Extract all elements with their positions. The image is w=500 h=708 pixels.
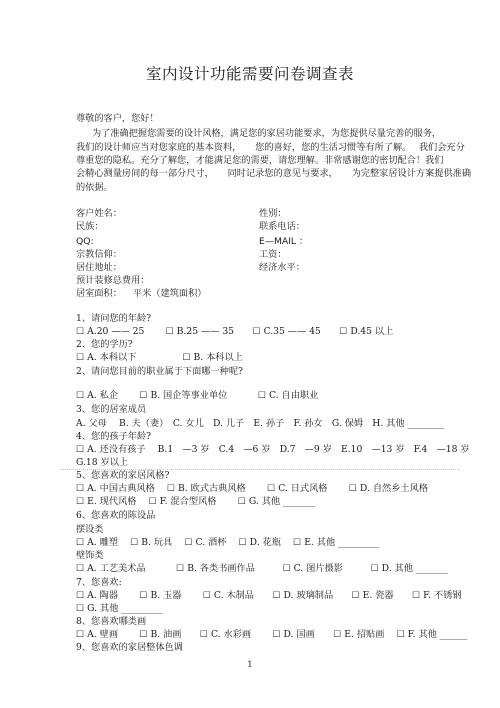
field-budget: 预计装修总费用： bbox=[76, 275, 150, 286]
subsection-label: 摆设类 bbox=[76, 524, 104, 535]
question-options: ☐ A. 还没有孩子 B.1 —3 岁 C.4 —6 岁 D.7 —9 岁 E.10 —13 岁 F.4 —18 岁 bbox=[76, 444, 470, 455]
question-options: ☐ A. 壁画 ☐ B. 油画 ☐ C. 水彩画 ☐ D. 国画 ☐ E. 招贴画 ☐ F. 其他 ______ bbox=[76, 629, 468, 640]
field-gender: 性别： bbox=[259, 208, 287, 219]
question-heading: 5、您喜欢的家居风格? bbox=[76, 470, 170, 481]
question-heading: 2、请问您目前的职业属于下面哪一种呢? bbox=[76, 366, 243, 377]
greeting: 尊敬的客户，您好！ bbox=[76, 113, 159, 124]
question-options: ☐ E. 现代风格 ☐ F. 混合型风格 ☐ G. 其他 _______ bbox=[76, 496, 316, 507]
field-qq: QQ: bbox=[76, 236, 94, 247]
question-options: ☐ A. 工艺美术品 ☐ B. 各类书画作品 ☐ C. 图片摄影 ☐ D. 其他 _______ bbox=[76, 563, 448, 574]
question-heading: 9、您喜欢的家居整体色调 bbox=[76, 642, 183, 653]
question-heading: 6、您喜欢的陈设品 bbox=[76, 510, 156, 521]
question-options: ☐ A. 中国古典风格 ☐ B. 欧式古典风格 ☐ C. 日式风格 ☐ D. 自然乡土风格 bbox=[76, 483, 428, 494]
question-options: ☐ A. 私企 ☐ B. 国企等事业单位 ☐ C. 自由职业 bbox=[76, 390, 319, 401]
question-options: ☐ A.20 —— 25 ☐ B.25 —— 35 ☐ C.35 —— 45 ☐ D.45 以上 bbox=[76, 326, 394, 337]
question-options: ☐ A. 雕塑 ☐ B. 玩具 ☐ C. 酒杯 ☐ D. 花瓶 ☐ E. 其他 _________ bbox=[76, 537, 380, 548]
field-economic-level: 经济水平： bbox=[259, 262, 305, 273]
question-heading: 4、您的孩子年龄? bbox=[76, 431, 152, 442]
question-heading: 1、请问您的年龄? bbox=[76, 313, 152, 324]
intro-line: 为了准确把握您需要的设计风格，满足您的家居功能要求，为您提供尽量完善的服务， bbox=[92, 128, 442, 139]
field-email: E—MAIL ： bbox=[259, 236, 309, 247]
question-options: G.18 岁以上 bbox=[76, 457, 129, 468]
question-options: A. 父母 B. 夫（妻） C. 女儿 D. 儿子 E. 孙子 F. 孙女 G. 保姆 H. 其他 ________ bbox=[76, 418, 445, 429]
question-heading: 3、您的居室成员 bbox=[76, 404, 147, 415]
intro-line: 的依据。 bbox=[76, 182, 113, 193]
field-salary: 工资： bbox=[259, 249, 287, 260]
subsection-label: 壁饰类 bbox=[76, 550, 104, 561]
page-number: 1 bbox=[247, 660, 253, 670]
intro-line: 会精心测量房间的每一部分尺寸， 同时记录您的意见与要求， 为完整家居设计方案提供准确 bbox=[76, 168, 472, 179]
field-religion: 宗教信仰： bbox=[76, 249, 122, 260]
intro-line: 尊重您的隐私。充分了解您，才能满足您的需要，请您理解。非常感谢您的密切配合！我们 bbox=[76, 155, 444, 166]
field-area-label: 居室面积： bbox=[76, 288, 122, 299]
question-options: ☐ A. 本科以下 ☐ B. 本科以上 bbox=[76, 352, 243, 363]
field-area-unit: 平米（建筑面积） bbox=[133, 288, 207, 299]
field-ethnicity: 民族： bbox=[76, 221, 104, 232]
question-heading: 2、您的学历? bbox=[76, 339, 133, 350]
field-phone: 联系电话： bbox=[259, 221, 305, 232]
field-customer-name: 客户姓名： bbox=[76, 208, 122, 219]
question-options: ☐ G. 其他 _________ bbox=[76, 603, 163, 614]
intro-line: 我们的设计师应当对您家庭的基本资料， 您的喜好，您的生活习惯等有所了解。 我们会充分 bbox=[76, 142, 465, 153]
question-heading: 7、您喜欢: bbox=[76, 577, 122, 588]
question-options: ☐ A. 陶器 ☐ B. 玉器 ☐ C. 木制品 ☐ D. 玻璃制品 ☐ E. 瓷器 ☐ F. 不锈钢 bbox=[76, 590, 462, 601]
question-heading: 8、您喜欢哪类画 bbox=[76, 616, 147, 627]
document-title: 室内设计功能需要问卷调查表 bbox=[145, 65, 354, 83]
field-address: 居住地址： bbox=[76, 262, 122, 273]
